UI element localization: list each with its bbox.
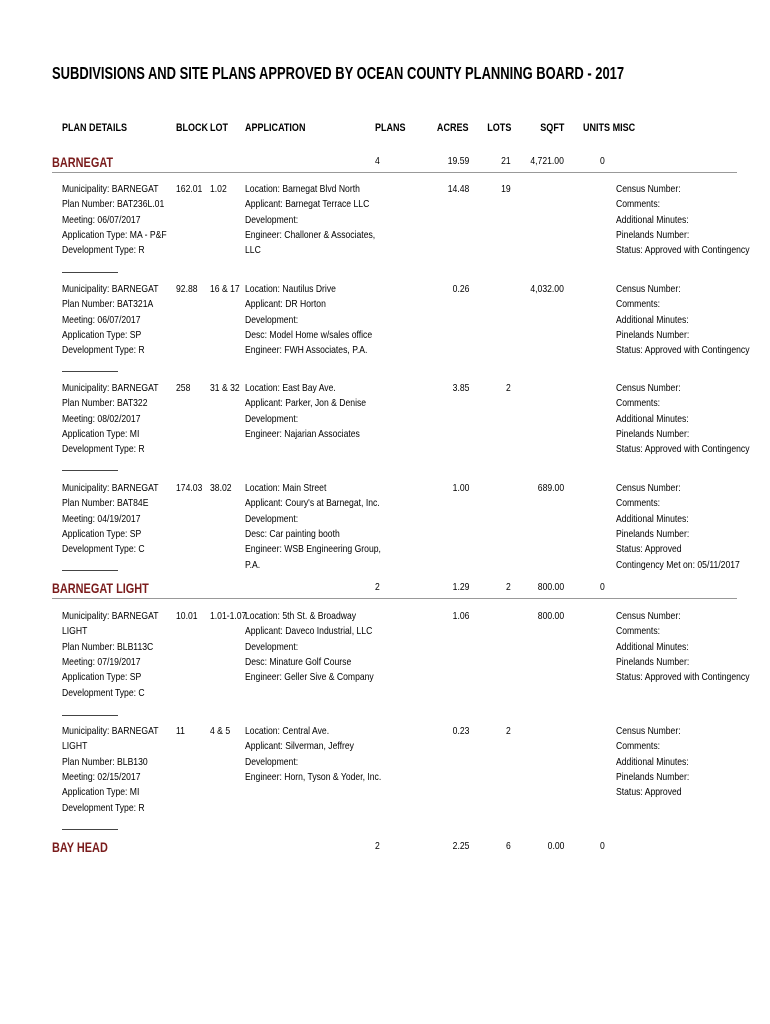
misc-line: Additional Minutes: <box>616 640 689 653</box>
application-line: P.A. <box>245 558 261 571</box>
section-total-acres: 1.29 <box>452 581 469 593</box>
application-line: Applicant: Barnegat Terrace LLC <box>245 198 370 211</box>
header-lot: LOT <box>210 122 229 134</box>
block-value: 11 <box>176 725 185 737</box>
municipality-heading: BARNEGAT <box>52 154 114 170</box>
misc-line: Pinelands Number: <box>616 655 690 668</box>
detail-line: Application Type: SP <box>62 328 142 341</box>
detail-line: Application Type: SP <box>62 527 142 540</box>
detail-line: Plan Number: BLB113C <box>62 640 154 653</box>
application-line: Engineer: Challoner & Associates, <box>245 228 376 241</box>
block-value: 10.01 <box>176 610 198 622</box>
page-title: SUBDIVISIONS AND SITE PLANS APPROVED BY OCEAN COUNTY PLANNING BOARD - 2017 <box>52 63 625 83</box>
lot-value: 1.01-1.07 <box>210 610 247 622</box>
sqft-value: 4,032.00 <box>530 283 564 295</box>
detail-line: Meeting: 02/15/2017 <box>62 770 141 783</box>
detail-line: Meeting: 06/07/2017 <box>62 313 141 326</box>
misc-line: Census Number: <box>616 283 681 295</box>
header-units-misc: UNITS MISC <box>583 122 636 134</box>
misc-line: Comments: <box>616 198 661 211</box>
acres-value: 1.00 <box>452 482 469 494</box>
misc-line: Status: Approved <box>616 786 682 799</box>
misc-line: Census Number: <box>616 610 681 622</box>
header-application: APPLICATION <box>245 122 306 134</box>
misc-line: Pinelands Number: <box>616 527 690 540</box>
lots-value: 19 <box>501 183 511 195</box>
misc-line: Census Number: <box>616 725 681 737</box>
application-line: LLC <box>245 244 261 257</box>
detail-line: LIGHT <box>62 740 88 753</box>
detail-line: Application Type: MI <box>62 427 140 440</box>
detail-line: Plan Number: BAT321A <box>62 298 154 311</box>
application-line: Applicant: Silverman, Jeffrey <box>245 740 354 753</box>
application-line: Development: <box>245 755 299 768</box>
acres-value: 0.23 <box>452 725 469 737</box>
misc-line: Comments: <box>616 625 661 638</box>
detail-line: Plan Number: BAT84E <box>62 497 149 510</box>
application-line: Location: Main Street <box>245 482 327 494</box>
misc-line: Census Number: <box>616 183 681 195</box>
block-value: 258 <box>176 382 191 394</box>
section-total-sqft: 0.00 <box>547 840 564 852</box>
section-total-lots: 2 <box>506 581 511 593</box>
sqft-value: 689.00 <box>537 482 564 494</box>
misc-line: Pinelands Number: <box>616 328 690 341</box>
section-total-lots: 21 <box>501 155 511 167</box>
application-line: Engineer: Horn, Tyson & Yoder, Inc. <box>245 770 382 783</box>
acres-value: 14.48 <box>447 183 469 195</box>
misc-line: Contingency Met on: 05/11/2017 <box>616 558 740 571</box>
misc-line: Additional Minutes: <box>616 313 689 326</box>
acres-value: 1.06 <box>452 610 469 622</box>
entry-separator <box>62 570 118 571</box>
detail-line: Application Type: MA - P&F <box>62 228 167 241</box>
header-acres: ACRES <box>437 122 469 134</box>
application-line: Development: <box>245 412 299 425</box>
detail-line: Meeting: 07/19/2017 <box>62 655 141 668</box>
block-value: 174.03 <box>176 482 203 494</box>
application-line: Engineer: WSB Engineering Group, <box>245 543 381 556</box>
detail-line: Application Type: MI <box>62 786 140 799</box>
section-total-plans: 2 <box>375 581 380 593</box>
misc-line: Comments: <box>616 298 661 311</box>
misc-line: Status: Approved with Contingency <box>616 443 750 456</box>
application-line: Applicant: Parker, Jon & Denise <box>245 397 367 410</box>
detail-line: Municipality: BARNEGAT <box>62 183 159 195</box>
lot-value: 1.02 <box>210 183 227 195</box>
misc-line: Status: Approved <box>616 543 682 556</box>
section-total-units: 0 <box>600 155 605 167</box>
application-line: Location: East Bay Ave. <box>245 382 336 394</box>
detail-line: Meeting: 04/19/2017 <box>62 512 141 525</box>
application-line: Applicant: Daveco Industrial, LLC <box>245 625 373 638</box>
misc-line: Census Number: <box>616 382 681 394</box>
section-total-plans: 2 <box>375 840 380 852</box>
section-total-units: 0 <box>600 581 605 593</box>
misc-line: Pinelands Number: <box>616 228 690 241</box>
section-total-plans: 4 <box>375 155 380 167</box>
application-line: Applicant: DR Horton <box>245 298 326 311</box>
misc-line: Additional Minutes: <box>616 512 689 525</box>
application-line: Development: <box>245 640 299 653</box>
block-value: 92.88 <box>176 283 198 295</box>
section-divider <box>52 598 737 599</box>
misc-line: Additional Minutes: <box>616 213 689 226</box>
detail-line: Municipality: BARNEGAT <box>62 283 159 295</box>
detail-line: Municipality: BARNEGAT <box>62 482 159 494</box>
application-line: Development: <box>245 512 299 525</box>
entry-separator <box>62 371 118 372</box>
misc-line: Additional Minutes: <box>616 755 689 768</box>
application-line: Desc: Model Home w/sales office <box>245 328 373 341</box>
header-block: BLOCK <box>176 122 209 134</box>
section-total-sqft: 800.00 <box>537 581 564 593</box>
misc-line: Pinelands Number: <box>616 427 690 440</box>
lot-value: 4 & 5 <box>210 725 231 737</box>
detail-line: LIGHT <box>62 625 88 638</box>
header-sqft: SQFT <box>539 122 564 134</box>
lot-value: 38.02 <box>210 482 232 494</box>
lots-value: 2 <box>506 725 511 737</box>
header-plans: PLANS <box>375 122 406 134</box>
misc-line: Census Number: <box>616 482 681 494</box>
sqft-value: 800.00 <box>537 610 564 622</box>
application-line: Location: Barnegat Blvd North <box>245 183 360 195</box>
section-total-acres: 2.25 <box>452 840 469 852</box>
detail-line: Municipality: BARNEGAT <box>62 610 159 622</box>
detail-line: Plan Number: BAT236L.01 <box>62 198 165 211</box>
section-total-lots: 6 <box>506 840 511 852</box>
section-total-acres: 19.59 <box>447 155 469 167</box>
detail-line: Development Type: R <box>62 801 145 814</box>
application-line: Applicant: Coury's at Barnegat, Inc. <box>245 497 380 510</box>
misc-line: Status: Approved with Contingency <box>616 671 750 684</box>
application-line: Location: 5th St. & Broadway <box>245 610 357 622</box>
entry-separator <box>62 829 118 830</box>
detail-line: Plan Number: BAT322 <box>62 397 148 410</box>
lot-value: 16 & 17 <box>210 283 240 295</box>
section-total-units: 0 <box>600 840 605 852</box>
application-line: Engineer: FWH Associates, P.A. <box>245 344 368 357</box>
detail-line: Municipality: BARNEGAT <box>62 725 159 737</box>
detail-line: Development Type: C <box>62 686 145 699</box>
section-divider <box>52 172 737 173</box>
lots-value: 2 <box>506 382 511 394</box>
misc-line: Status: Approved with Contingency <box>616 344 750 357</box>
entry-separator <box>62 470 118 471</box>
misc-line: Additional Minutes: <box>616 412 689 425</box>
misc-line: Comments: <box>616 497 661 510</box>
misc-line: Comments: <box>616 740 661 753</box>
block-value: 162.01 <box>176 183 203 195</box>
detail-line: Plan Number: BLB130 <box>62 755 148 768</box>
entry-separator <box>62 272 118 273</box>
municipality-heading: BARNEGAT LIGHT <box>52 580 149 596</box>
section-total-sqft: 4,721.00 <box>530 155 564 167</box>
header-lots: LOTS <box>486 122 511 134</box>
lot-value: 31 & 32 <box>210 382 240 394</box>
misc-line: Status: Approved with Contingency <box>616 244 750 257</box>
misc-line: Pinelands Number: <box>616 770 690 783</box>
application-line: Location: Central Ave. <box>245 725 330 737</box>
entry-separator <box>62 715 118 716</box>
header-plan-details: PLAN DETAILS <box>62 122 127 134</box>
detail-line: Application Type: SP <box>62 671 142 684</box>
acres-value: 0.26 <box>452 283 469 295</box>
acres-value: 3.85 <box>452 382 469 394</box>
detail-line: Development Type: C <box>62 543 145 556</box>
application-line: Development: <box>245 213 299 226</box>
detail-line: Development Type: R <box>62 443 145 456</box>
application-line: Desc: Minature Golf Course <box>245 655 352 668</box>
detail-line: Meeting: 08/02/2017 <box>62 412 141 425</box>
application-line: Engineer: Geller Sive & Company <box>245 671 374 684</box>
application-line: Development: <box>245 313 299 326</box>
detail-line: Municipality: BARNEGAT <box>62 382 159 394</box>
municipality-heading: BAY HEAD <box>52 839 108 855</box>
detail-line: Meeting: 06/07/2017 <box>62 213 141 226</box>
application-line: Engineer: Najarian Associates <box>245 427 360 440</box>
detail-line: Development Type: R <box>62 244 145 257</box>
application-line: Location: Nautilus Drive <box>245 283 336 295</box>
application-line: Desc: Car painting booth <box>245 527 340 540</box>
misc-line: Comments: <box>616 397 661 410</box>
detail-line: Development Type: R <box>62 344 145 357</box>
